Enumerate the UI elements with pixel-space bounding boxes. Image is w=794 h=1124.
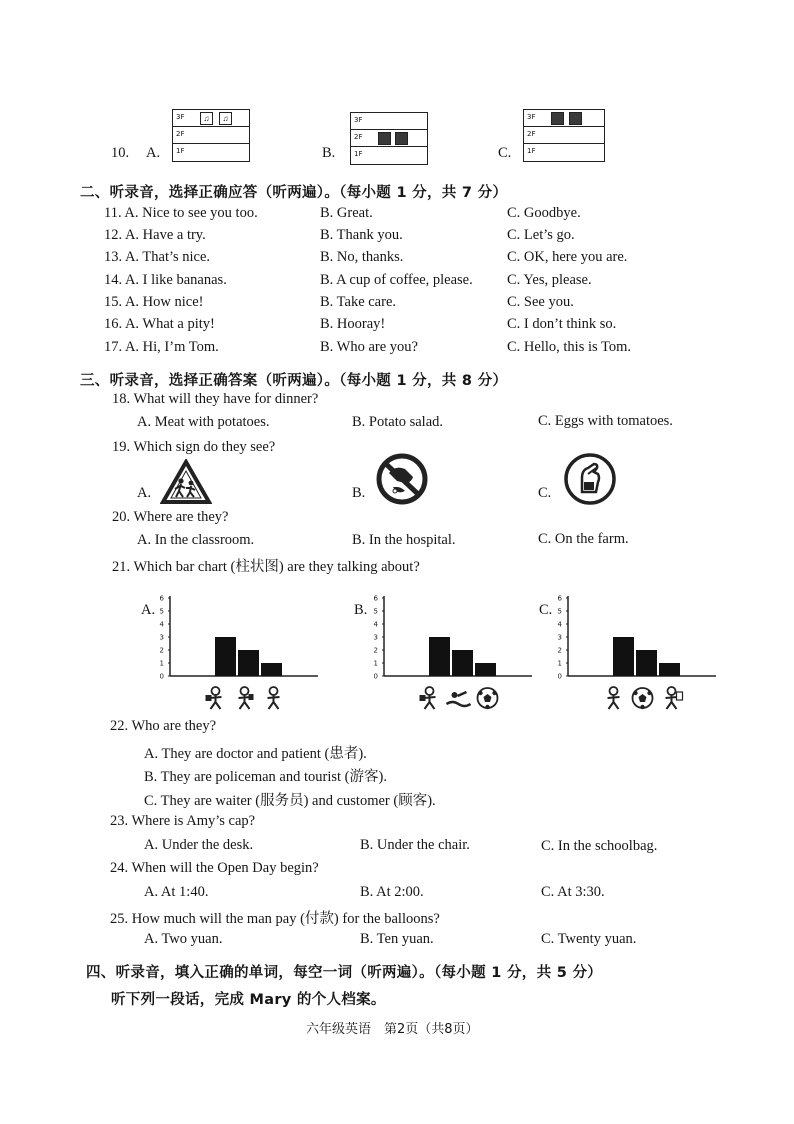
floor-label: 1F [354, 150, 363, 158]
section-3-heading: 三、听录音，选择正确答案（听两遍）。（每小题 1 分，共 8 分） [80, 373, 508, 389]
floor-label: 3F [354, 116, 363, 124]
music-icon [239, 687, 254, 709]
q16-option-a: 16. A. What a pity! [104, 316, 215, 332]
q20-question: 20. Where are they? [112, 509, 229, 525]
q22-option-c: C. They are waiter (服务员) and customer (顾客). [144, 793, 436, 809]
q24-option-c: C. At 3:30. [541, 884, 605, 900]
q25-option-b: B. Ten yuan. [360, 931, 434, 947]
q17-option-b: B. Who are you? [320, 339, 418, 355]
drawing-icon [666, 687, 683, 709]
y-tick-label: 2 [373, 646, 378, 655]
section-4-instruction: 听下列一段话，完成 Mary 的个人档案。 [111, 992, 386, 1008]
q12-option-c: C. Let’s go. [507, 227, 575, 243]
q21-question: 21. Which bar chart (柱状图) are they talking about? [112, 559, 420, 575]
y-tick-label: 6 [159, 594, 164, 603]
music-note-icon: ♫ [219, 112, 232, 125]
q13-option-c: C. OK, here you are. [507, 249, 628, 265]
q14-option-b: B. A cup of coffee, please. [320, 272, 473, 288]
y-tick-label: 0 [557, 672, 562, 681]
football-icon [478, 688, 498, 709]
q22-option-b: B. They are policeman and tourist (游客). [144, 769, 387, 785]
y-tick-label: 6 [557, 594, 562, 603]
children-crossing-sign-icon [160, 459, 212, 505]
floor-label: 1F [527, 147, 536, 155]
q12-option-b: B. Thank you. [320, 227, 403, 243]
q20-option-a: A. In the classroom. [137, 532, 255, 548]
bar-chart-c [554, 588, 718, 718]
q13-option-b: B. No, thanks. [320, 249, 404, 265]
q18-question: 18. What will they have for dinner? [112, 391, 319, 407]
section-4-heading: 四、听录音，填入正确的单词，每空一词（听两遍）。（每小题 1 分，共 5 分） [86, 965, 603, 981]
q24-option-a: A. At 1:40. [144, 884, 209, 900]
floor-label: 2F [354, 133, 363, 141]
q10-number: 10. [111, 145, 130, 161]
q17-option-a: 17. A. Hi, I’m Tom. [104, 339, 219, 355]
floor-label: 3F [176, 113, 185, 121]
q25-question: 25. How much will the man pay (付款) for the balloons? [110, 911, 440, 927]
section-2-heading: 二、听录音，选择正确应答（听两遍）。（每小题 1 分，共 7 分） [80, 185, 508, 201]
bar-3 [261, 663, 282, 676]
q14-option-a: 14. A. I like bananas. [104, 272, 227, 288]
y-tick-label: 5 [159, 607, 164, 616]
q21-option-c: C. [539, 602, 553, 618]
y-tick-label: 1 [373, 659, 378, 668]
q15-option-b: B. Take care. [320, 294, 397, 310]
swimming-icon [447, 692, 471, 706]
bar-2 [238, 650, 259, 676]
q11-option-a: 11. A. Nice to see you too. [104, 205, 258, 221]
music-note-icon: ♫ [200, 112, 213, 125]
floor-label: 2F [527, 130, 536, 138]
q19-question: 19. Which sign do they see? [112, 439, 276, 455]
reading-icon [206, 687, 222, 709]
q13-option-a: 13. A. That’s nice. [104, 249, 211, 265]
bar-3 [659, 663, 680, 676]
q24-question: 24. When will the Open Day begin? [110, 860, 319, 876]
q25-option-c: C. Twenty yuan. [541, 931, 637, 947]
q23-option-a: A. Under the desk. [144, 837, 254, 853]
q10-building-b [350, 112, 428, 165]
q10-option-b-letter: B. [322, 145, 336, 161]
y-tick-label: 5 [373, 607, 378, 616]
q21-option-a: A. [141, 602, 156, 618]
running-icon [608, 687, 620, 709]
y-tick-label: 4 [557, 620, 562, 629]
q15-option-a: 15. A. How nice! [104, 294, 204, 310]
q22-question: 22. Who are they? [110, 718, 217, 734]
y-tick-label: 4 [159, 620, 164, 629]
y-tick-label: 1 [159, 659, 164, 668]
page-footer: 六年级英语 第2页（共8页） [306, 1022, 479, 1037]
floor-label: 1F [176, 147, 185, 155]
y-tick-label: 1 [557, 659, 562, 668]
football-icon [633, 688, 653, 709]
bar-1 [429, 637, 450, 676]
q21-option-b: B. [354, 602, 368, 618]
y-tick-label: 2 [159, 646, 164, 655]
y-tick-label: 5 [557, 607, 562, 616]
q18-option-a: A. Meat with potatoes. [137, 414, 270, 430]
y-tick-label: 3 [159, 633, 164, 642]
bar-1 [613, 637, 634, 676]
painting-icon [395, 132, 408, 145]
bar-2 [452, 650, 473, 676]
y-tick-label: 0 [159, 672, 164, 681]
q18-option-b: B. Potato salad. [352, 414, 444, 430]
y-tick-label: 3 [373, 633, 378, 642]
q16-option-c: C. I don’t think so. [507, 316, 617, 332]
y-tick-label: 2 [557, 646, 562, 655]
reading-icon [420, 687, 436, 709]
q20-option-b: B. In the hospital. [352, 532, 456, 548]
y-tick-label: 0 [373, 672, 378, 681]
bar-2 [636, 650, 657, 676]
q23-option-b: B. Under the chair. [360, 837, 470, 853]
q17-option-c: C. Hello, this is Tom. [507, 339, 631, 355]
q10-building-a [172, 109, 250, 162]
q19-option-a: A. [137, 485, 152, 501]
painting-icon [569, 112, 582, 125]
q16-option-b: B. Hooray! [320, 316, 386, 332]
q12-option-a: 12. A. Have a try. [104, 227, 206, 243]
y-tick-label: 3 [557, 633, 562, 642]
q19-option-b: B. [352, 485, 366, 501]
q15-option-c: C. See you. [507, 294, 574, 310]
q23-option-c: C. In the schoolbag. [541, 838, 658, 854]
y-tick-label: 4 [373, 620, 378, 629]
bar-1 [215, 637, 236, 676]
q23-question: 23. Where is Amy’s cap? [110, 813, 256, 829]
q22-option-a: A. They are doctor and patient (患者). [144, 746, 367, 762]
hand-pointing-sign-icon [560, 452, 620, 506]
q24-option-b: B. At 2:00. [360, 884, 424, 900]
y-tick-label: 6 [373, 594, 378, 603]
dancing-icon [268, 687, 280, 709]
q10-option-c-letter: C. [498, 145, 512, 161]
q11-option-c: C. Goodbye. [507, 205, 581, 221]
bar-chart-b [370, 588, 534, 718]
floor-label: 3F [527, 113, 536, 121]
q18-option-c: C. Eggs with tomatoes. [538, 413, 673, 429]
q10-building-c [523, 109, 605, 162]
q20-option-c: C. On the farm. [538, 531, 629, 547]
no-feeding-sign-icon [371, 453, 433, 505]
q14-option-c: C. Yes, please. [507, 272, 592, 288]
q11-option-b: B. Great. [320, 205, 373, 221]
painting-icon [378, 132, 391, 145]
q10-option-a-letter: A. [146, 145, 161, 161]
q19-option-c: C. [538, 485, 552, 501]
painting-icon [551, 112, 564, 125]
q25-option-a: A. Two yuan. [144, 931, 223, 947]
bar-chart-a [156, 588, 320, 718]
floor-label: 2F [176, 130, 185, 138]
bar-3 [475, 663, 496, 676]
